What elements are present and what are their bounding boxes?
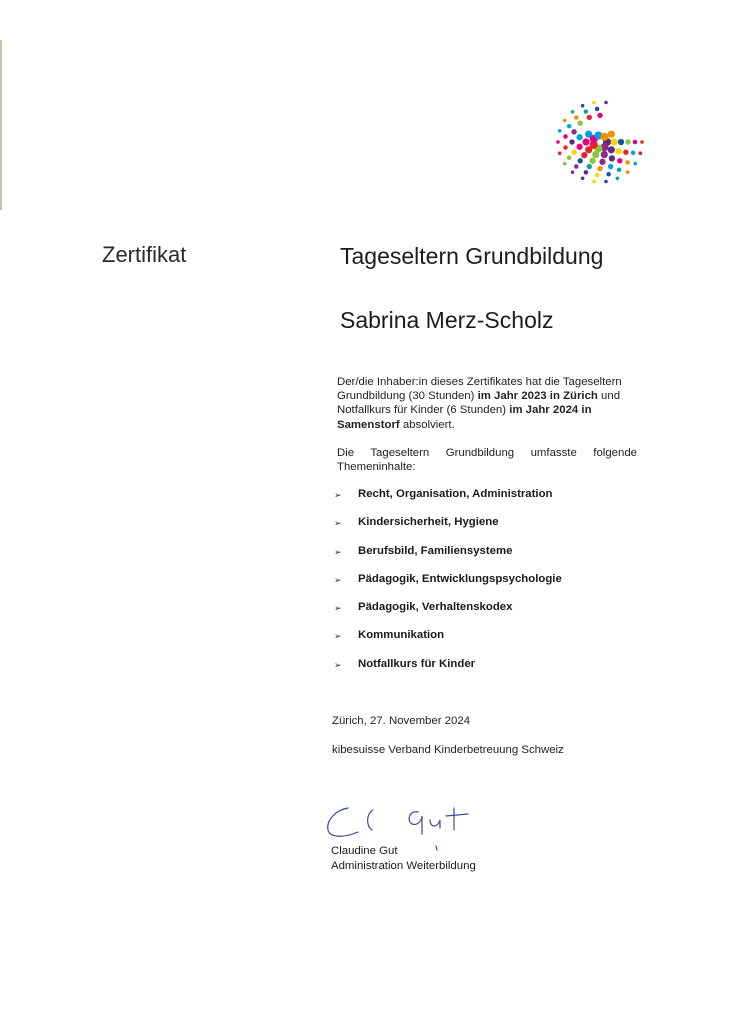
logo-dot <box>558 151 562 155</box>
logo-dot <box>618 139 624 145</box>
logo-dot <box>606 172 611 177</box>
signer-block <box>331 844 476 874</box>
logo-dot <box>616 177 620 181</box>
logo-dot <box>617 168 622 173</box>
logo-dot <box>576 134 582 140</box>
topics-list <box>334 488 562 686</box>
logo-dot <box>571 129 576 134</box>
logo-dot <box>556 140 560 144</box>
logo-dot <box>631 151 636 156</box>
logo-dot <box>609 155 615 161</box>
arrow-bullet-icon: ➢ <box>334 518 342 529</box>
statement-part-1: Der/die Inhaber:in dieses Zertifikates hat die Tageseltern Grundbildung (30 Stunden) <box>337 376 622 403</box>
topic-item <box>334 573 562 601</box>
topic-item <box>334 629 562 657</box>
logo-dot <box>601 151 608 158</box>
logo-dot <box>574 164 579 169</box>
logo-dot <box>582 138 589 145</box>
logo-dot <box>604 101 608 105</box>
logo-dot <box>578 121 583 126</box>
logo-dot <box>615 148 621 154</box>
topic-item <box>334 516 562 544</box>
logo-dot <box>633 140 638 145</box>
logo-dot <box>578 158 583 163</box>
logo-dot <box>558 129 562 133</box>
logo-dot <box>597 166 602 171</box>
topic-label: Pädagogik, Entwicklungspsychologie <box>358 572 562 585</box>
logo-dot <box>610 138 617 145</box>
logo-dot <box>584 170 589 175</box>
course-title: Tageseltern Grundbildung <box>340 243 604 269</box>
certificate-label: Zertifikat <box>102 242 187 267</box>
logo-dot <box>584 109 589 114</box>
arrow-bullet-icon: ➢ <box>334 546 342 557</box>
logo-dot <box>581 104 585 108</box>
logo-dot <box>563 162 567 166</box>
logo-dot <box>587 115 592 120</box>
logo-dot <box>639 151 643 155</box>
logo-dot <box>600 133 608 141</box>
logo-dot <box>563 119 567 123</box>
logo-dot <box>576 144 582 150</box>
statement-part-5: absolviert. <box>399 418 455 431</box>
logo-dot <box>617 158 622 163</box>
kibesuisse-logo <box>552 94 648 186</box>
logo-dot <box>608 131 615 138</box>
logo-dot <box>599 159 605 165</box>
logo-dot <box>634 162 638 166</box>
logo-dot <box>592 180 596 184</box>
topic-label: Notfallkurs für Kinder <box>358 657 476 670</box>
topic-item <box>334 658 562 686</box>
logo-dot <box>592 101 596 105</box>
arrow-bullet-icon: ➢ <box>334 631 342 642</box>
logo-dot <box>608 146 615 153</box>
logo-dot <box>574 115 579 120</box>
topic-label: Kindersicherheit, Hygiene <box>358 516 499 529</box>
logo-dot <box>623 150 628 155</box>
holder-name: Sabrina Merz-Scholz <box>340 307 554 333</box>
arrow-bullet-icon: ➢ <box>334 603 342 614</box>
topic-label: Berufsbild, Familiensysteme <box>358 544 513 557</box>
statement-year-2024: im Jahr 2024 in Samenstorf <box>337 404 592 431</box>
logo-dot <box>625 139 630 144</box>
place-date: Zürich, 27. November 2024 <box>332 715 471 727</box>
logo-dot <box>569 139 574 144</box>
logo-dot <box>597 113 602 118</box>
logo-dot <box>626 170 630 174</box>
topic-label: Kommunikation <box>358 629 445 642</box>
logo-dot <box>563 145 568 150</box>
organisation-name: kibesuisse Verband Kinderbetreuung Schweiz <box>332 744 564 756</box>
logo-dot <box>571 110 575 114</box>
logo-dot <box>587 164 592 169</box>
logo-dot <box>595 173 600 178</box>
signer-name: Claudine Gut <box>331 845 398 857</box>
logo-dot <box>567 124 572 129</box>
arrow-bullet-icon: ➢ <box>334 659 342 670</box>
topic-label: Pädagogik, Verhaltenskodex <box>358 601 513 614</box>
arrow-bullet-icon: ➢ <box>334 574 342 585</box>
logo-dot <box>581 177 585 181</box>
logo-dot <box>640 140 644 144</box>
scan-edge <box>0 40 2 210</box>
logo-dot <box>608 164 613 169</box>
statement-part-3: und Notfallkurs für Kinder (6 Stunden) <box>337 390 621 417</box>
logo-dot <box>595 107 600 112</box>
logo-dot <box>589 158 595 164</box>
signer-role: Administration Weiterbildung <box>331 860 476 872</box>
logo-dot <box>567 156 572 161</box>
statement-paragraph <box>337 375 637 432</box>
statement-year-2023: im Jahr 2023 in Zürich <box>477 390 598 403</box>
logo-dot <box>571 150 576 155</box>
logo-dot <box>563 134 568 139</box>
topic-item <box>334 545 562 573</box>
topics-intro: Die Tageseltern Grundbildung umfasste folgende Themeninhalte: <box>337 447 637 474</box>
logo-dot <box>581 152 587 158</box>
logo-dot <box>625 160 630 165</box>
handwritten-signature <box>318 790 498 852</box>
logo-dot <box>571 170 575 174</box>
arrow-bullet-icon: ➢ <box>334 490 342 500</box>
logo-dot <box>604 180 608 184</box>
topic-item <box>334 601 562 629</box>
topic-item <box>334 488 562 516</box>
topic-label: Recht, Organisation, Administration <box>358 488 553 500</box>
